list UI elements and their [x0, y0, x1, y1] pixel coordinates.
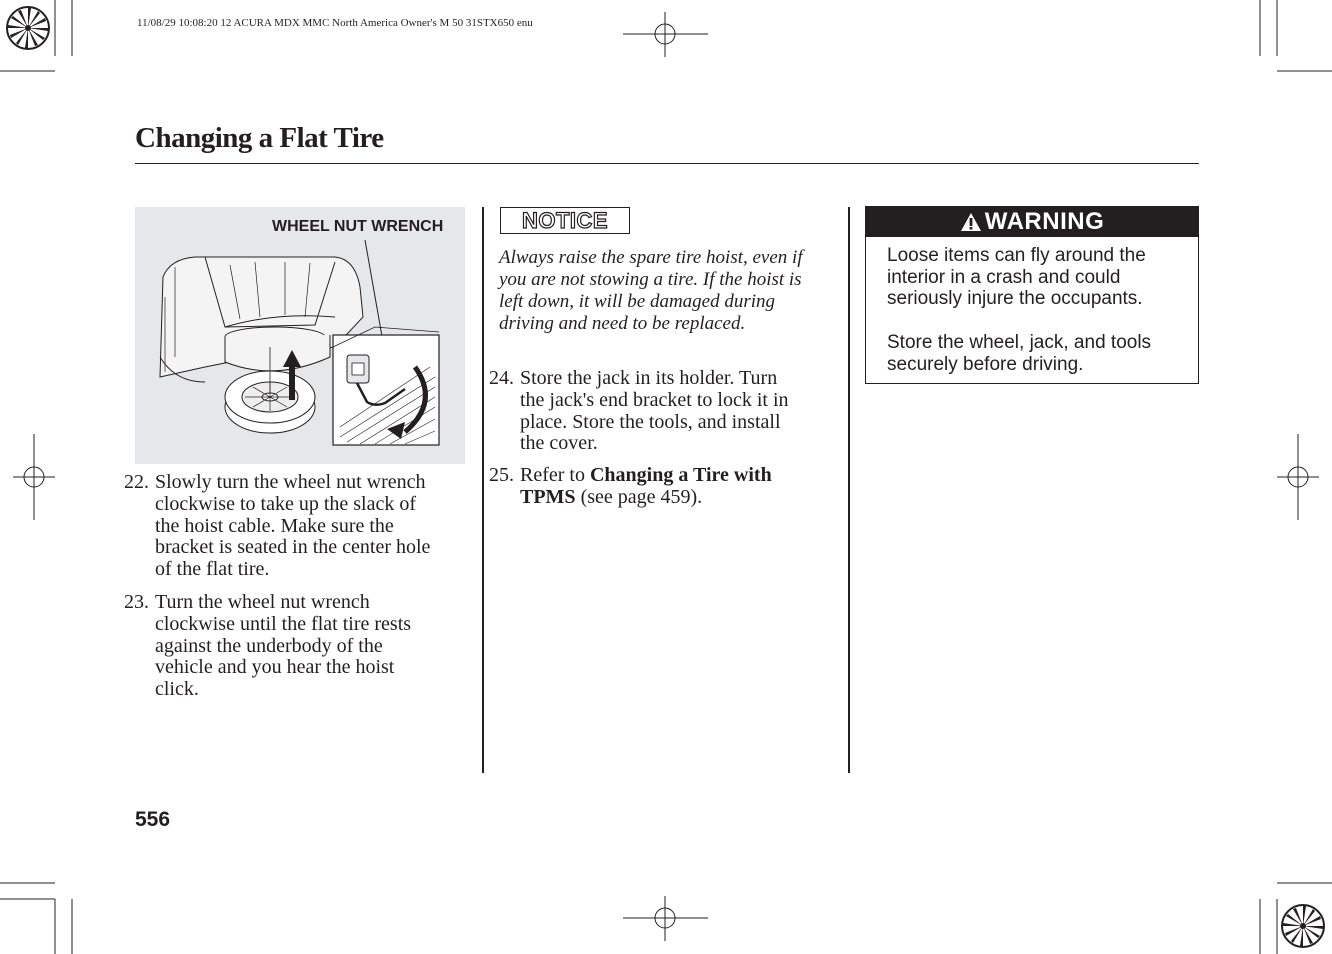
- step-line: place. Store the tools, and install: [520, 410, 781, 433]
- page-number: 556: [135, 808, 171, 831]
- vehicle-rear-illustration: [135, 207, 465, 464]
- step-line: of the flat tire.: [155, 558, 270, 581]
- step-line: click.: [155, 678, 199, 701]
- starburst-target-bottom-right: [1282, 905, 1324, 947]
- notice-text: [499, 247, 839, 335]
- step-line: clockwise until the flat tire rests: [155, 612, 412, 635]
- column-divider-2: [848, 207, 850, 773]
- warning-label: WARNING: [984, 208, 1105, 235]
- step-line: [520, 487, 772, 509]
- starburst-target-top-left: [7, 7, 49, 49]
- wheel-nut-wrench-illustration: [135, 207, 465, 464]
- page-title: Changing a Flat Tire: [135, 122, 384, 154]
- step-line: against the underbody of the: [155, 634, 383, 657]
- warning-paragraph: [887, 332, 1187, 375]
- notice-line: left down, it will be damaged during: [499, 291, 776, 312]
- notice-line: you are not stowing a tire. If the hoist is: [499, 269, 802, 290]
- step-line: the hoist cable. Make sure the: [155, 514, 394, 537]
- warning-line: seriously injure the occupants.: [887, 288, 1143, 310]
- step-text: [155, 592, 411, 701]
- step-line: the cover.: [520, 432, 598, 455]
- registration-mark-left: [13, 434, 55, 520]
- step-22: [124, 472, 474, 582]
- cross-reference-title: TPMS: [520, 485, 576, 508]
- step-text: [155, 472, 430, 581]
- registration-mark-bottom: [623, 896, 708, 941]
- notice-line: driving and need to be replaced.: [499, 313, 746, 334]
- notice-label: NOTICE: [521, 207, 609, 233]
- warning-header: [866, 207, 1198, 237]
- registration-mark-top: [623, 12, 708, 57]
- step-number: 23.: [124, 591, 149, 613]
- title-rule: [135, 163, 1199, 164]
- warning-box: [865, 206, 1199, 384]
- step-number: 22.: [124, 471, 149, 493]
- page-reference: (see page 459).: [575, 485, 703, 508]
- warning-line: Loose items can fly around the: [887, 245, 1146, 266]
- registration-mark-right: [1277, 434, 1319, 520]
- column-divider-1: [482, 207, 484, 773]
- step-number: 24.: [489, 367, 514, 389]
- step-text: [520, 368, 789, 455]
- notice-line: Always raise the spare tire hoist, even if: [499, 247, 803, 268]
- warning-triangle-icon: [960, 212, 982, 232]
- step-24: [489, 368, 839, 458]
- warning-line: interior in a crash and could: [887, 266, 1121, 288]
- step-line: Slowly turn the wheel nut wrench: [155, 471, 426, 493]
- print-slug: 11/08/29 10:08:20 12 ACURA MDX MMC North America Owner's M 50 31STX650 enu: [137, 17, 533, 29]
- step-text: [520, 465, 772, 509]
- notice-badge: [500, 207, 630, 234]
- cross-reference-title: Changing a Tire with: [589, 464, 772, 486]
- warning-line: Store the wheel, jack, and tools: [887, 331, 1152, 353]
- step-line: clockwise to take up the slack of: [155, 492, 417, 515]
- inset-detail: [333, 327, 439, 445]
- step-number: 25.: [489, 464, 514, 486]
- step-line: [520, 465, 772, 487]
- warning-line: securely before driving.: [887, 353, 1084, 375]
- step-25: [489, 465, 839, 511]
- step-text-prefix: Refer to: [520, 464, 590, 486]
- step-line: Store the jack in its holder. Turn: [520, 367, 778, 389]
- step-23: [124, 592, 474, 702]
- step-line: bracket is seated in the center hole: [155, 536, 431, 559]
- step-line: vehicle and you hear the hoist: [155, 656, 395, 679]
- warning-paragraph: [887, 245, 1187, 310]
- warning-text: [887, 245, 1187, 397]
- step-line: Turn the wheel nut wrench: [155, 591, 370, 613]
- figure-callout-wheel-nut-wrench: WHEEL NUT WRENCH: [272, 218, 444, 235]
- step-line: the jack's end bracket to lock it in: [520, 388, 789, 411]
